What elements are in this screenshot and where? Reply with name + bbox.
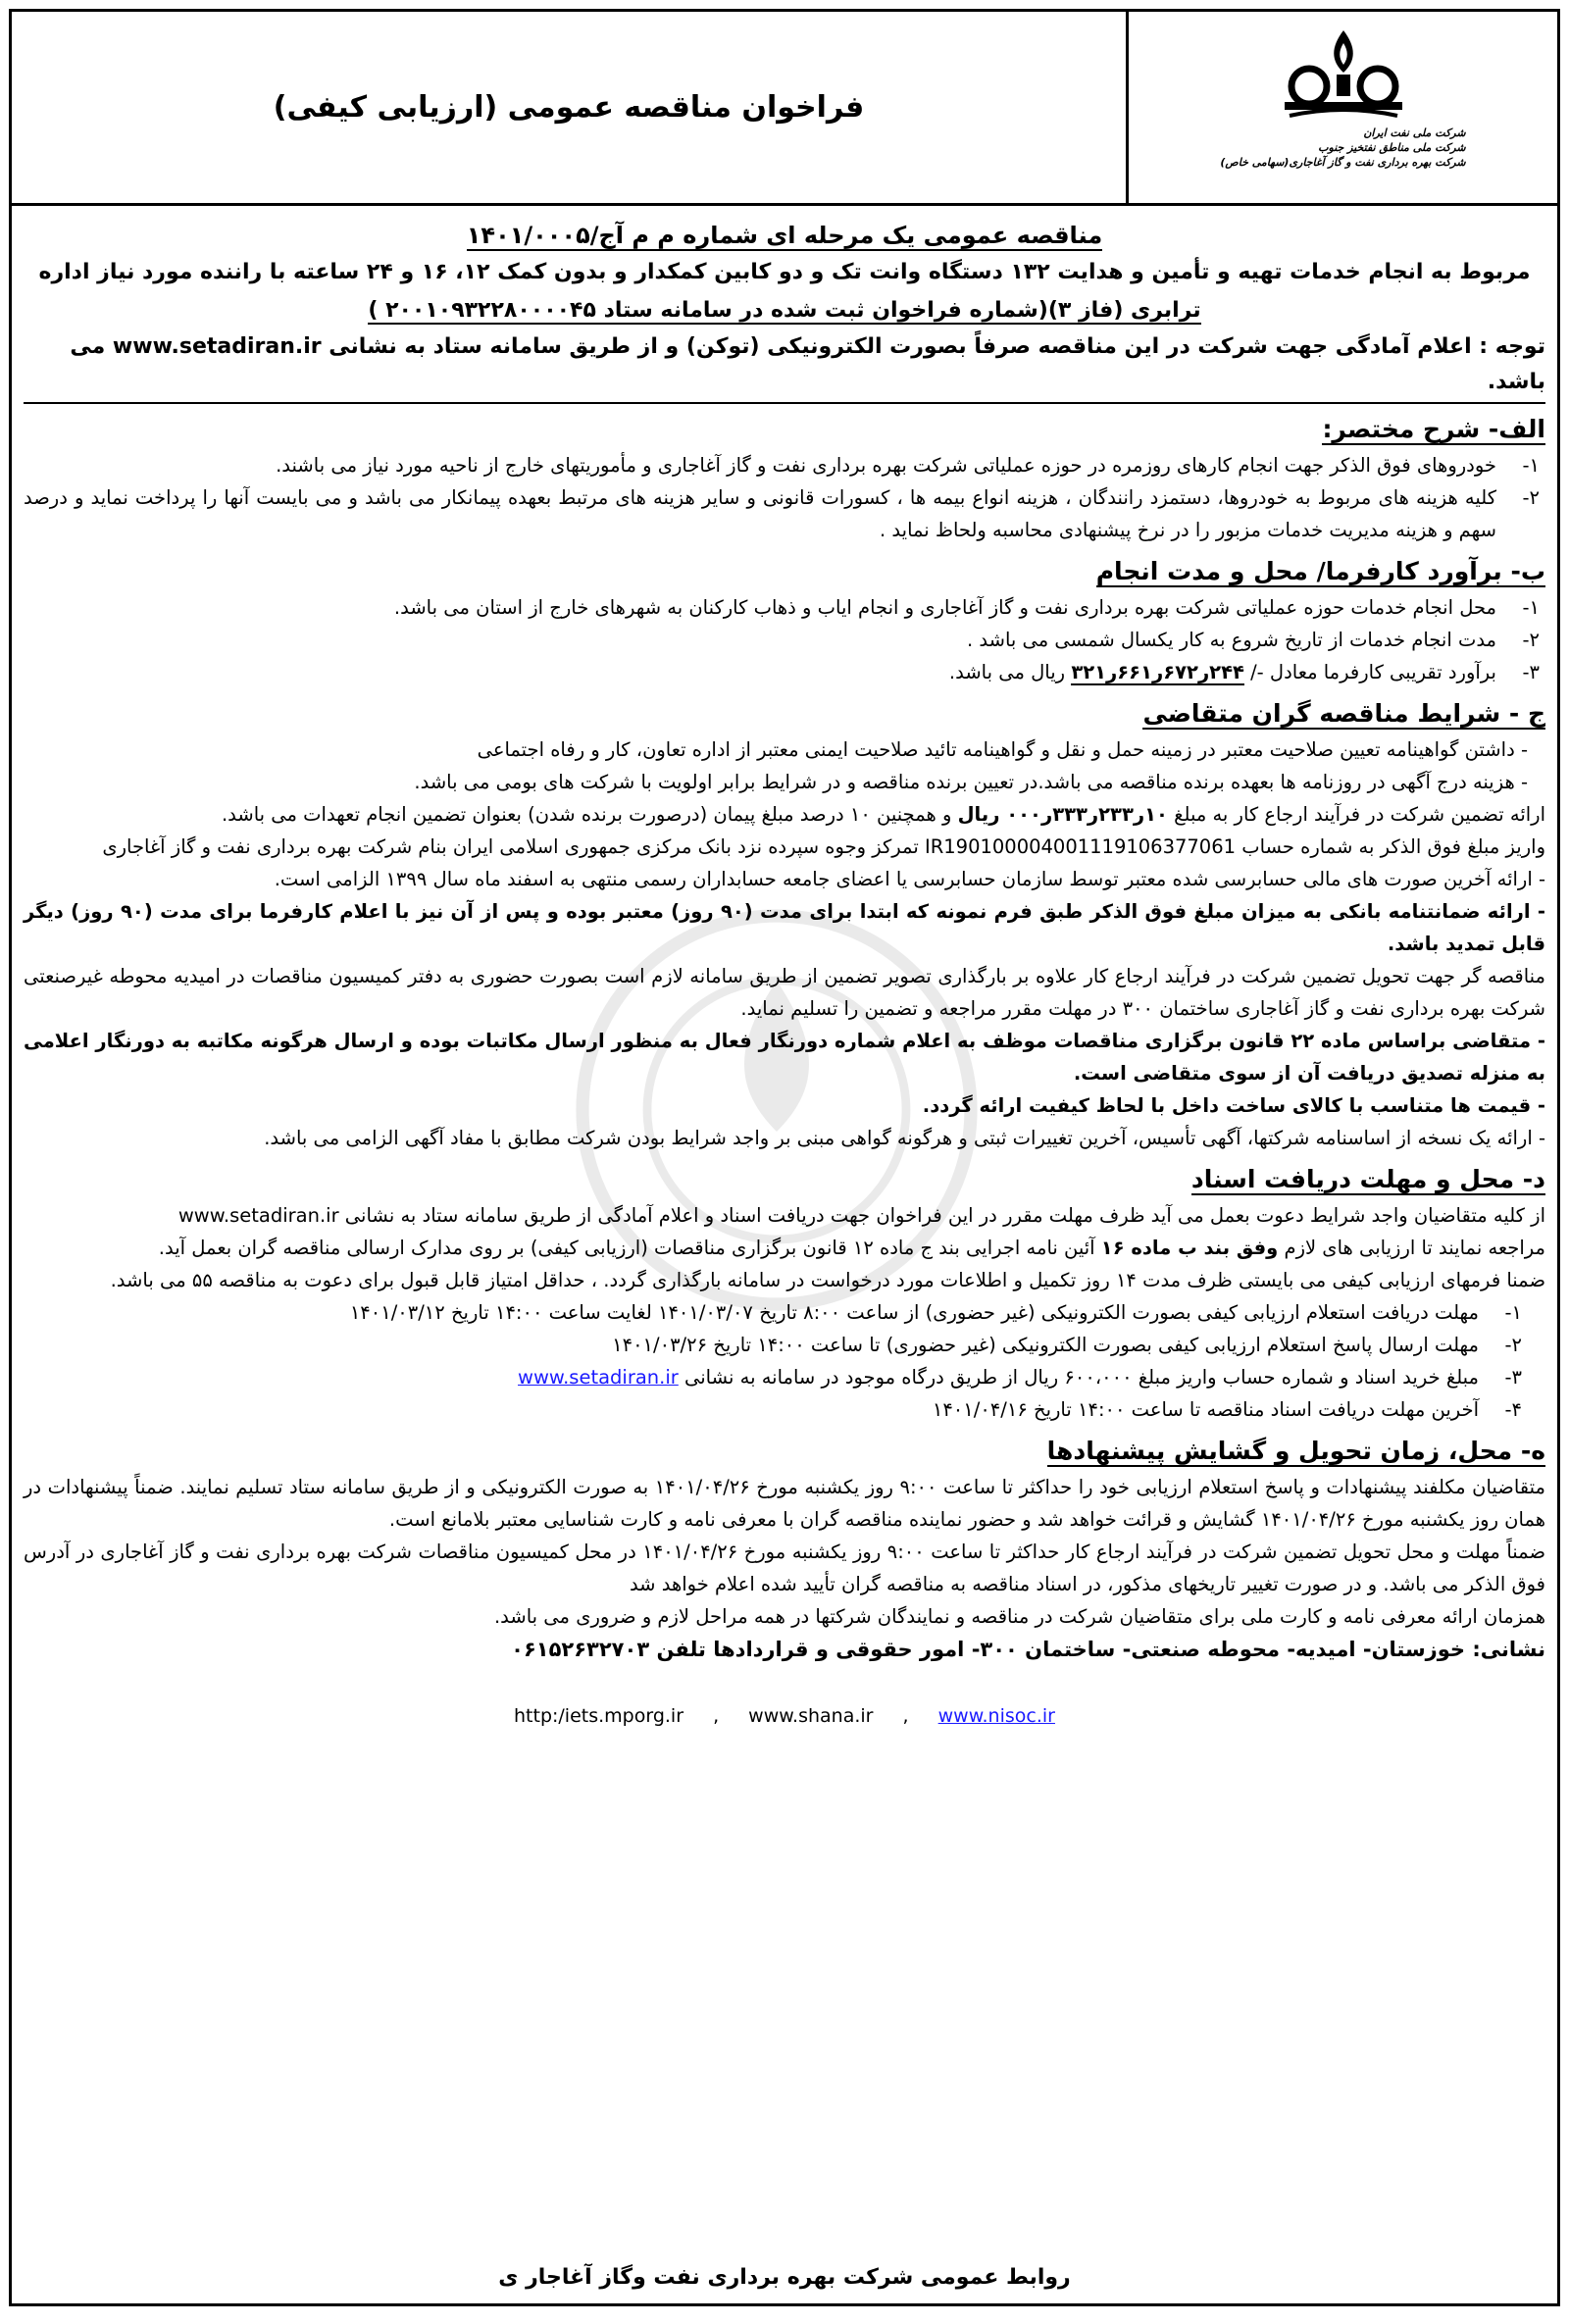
address: نشانی: خوزستان- امیدیه- محوطه صنعتی- ساختمان ۳۰۰- امور حقوقی و قراردادها تلفن ۰۶۱۵۲۶۳۲۷۰۳: [511, 1638, 1545, 1661]
website-link[interactable]: www.nisoc.ir: [937, 1705, 1055, 1727]
section-b-title: ب- برآورد کارفرما/ محل و مدت انجام: [1095, 557, 1545, 585]
nioc-logo-icon: [1270, 25, 1417, 124]
logo-block: [1126, 12, 1557, 203]
separator: ,: [713, 1705, 720, 1727]
guarantee-amount: ۱۰ر۲۳۳ر۳۳۳ر۰۰۰ ریال: [957, 803, 1168, 826]
subject-line-1: مربوط به انجام خدمات تهیه و تأمین و هدایت ۱۳۲ دستگاه وانت تک و دو کابین کمکدار و بدون کمک ۱۲، ۱۶ و ۲۴ ساعته با راننده مورد نیاز اداره: [38, 260, 1531, 284]
condition-text: - ارائه آخرین صورت های مالی حسابرسی شده معتبر توسط سازمان حسابرسی یا اعضای جامعه حسابداران رسمی منتهی به اسفند ماه سال ۱۳۹۹ الزامی است.: [274, 868, 1545, 890]
list-item: [24, 1393, 1545, 1426]
list-item: [24, 624, 1545, 656]
item-text: مدت انجام خدمات از تاریخ شروع به کار یکسال شمسی می باشد .: [966, 629, 1496, 651]
condition-text: مناقصه گر جهت تحویل تضمین شرکت در فرآیند ارجاع کار علاوه بر بارگذاری تصویر تضمین از طریق سامانه لازم است بصورت حضوری به دفتر کمیسیون مناقصات در امیدیه محوطه غیرصنعتی شرکت بهره برداری نفت و گاز آغاجاری ساختمان ۳۰۰ در مهلت مقرر مراجعه و تضمین را تسلیم نماید.: [24, 965, 1545, 1020]
condition-text: - ارائه یک نسخه از اساسنامه شرکتها، آگهی تأسیس، آخرین تغییرات ثبتی و هرگونه گواهی مبنی بر واجد شرایط بودن شرکت مطابق با مفاد آگهی الزامی می باشد.: [264, 1127, 1545, 1149]
document-title: فراخوان مناقصه عمومی (ارزیابی کیفی): [273, 90, 865, 125]
item-text: کلیه هزینه های مربوط به خودروها، دستمزد رانندگان ، هزینه انواع بیمه ها ، کسورات قانونی و سایر هزینه های مرتبط بعهده پیمانکار می باشد و می بایست آنها را پرداخت نماید و درصد سهم و هزینه مدیریت خدمات مزبور را در نرخ پیشنهادی محاسبه ولحاظ نماید .: [24, 486, 1496, 541]
list-item: [24, 591, 1545, 624]
account-text: واریز مبلغ فوق الذکر به شماره حساب IR190100004001119106377061 تمرکز وجوه سپرده نزد بانک مرکزی جمهوری اسلامی ایران بنام شرکت بهره برداری نفت و گاز آغاجاری: [102, 835, 1545, 858]
advertisement-page: [9, 9, 1560, 2306]
item-text: محل انجام خدمات حوزه عملیاتی شرکت بهره برداری نفت و گاز آغاجاری و انجام ایاب و ذهاب کارکنان به شهرهای خارج از استان می باشد.: [393, 596, 1496, 619]
content: [12, 206, 1557, 1727]
header: [12, 12, 1557, 206]
list-item: [24, 1296, 1545, 1329]
submission-text: ضمناً مهلت و محل تحویل تضمین شرکت در فرآیند ارجاع کار حداکثر تا ساعت ۹:۰۰ روز یکشنبه مورخ ۱۴۰۱/۰۴/۲۶ در محل کمیسیون مناقصات شرکت بهره برداری نفت و گاز آغاجاری در آدرس فوق الذکر می باشد. و در صورت تغییر تاریخهای مذکور، در اسناد مناقصه به مناقصه گران تأیید شده اعلام خواهد شد: [24, 1541, 1546, 1595]
logo-line: شرکت ملی مناطق نفتخیز جنوب: [1318, 141, 1466, 154]
invitation-text: مراجعه نمایند تا ارزیابی های لازم وفق بند ب ماده ۱۶ آئین نامه اجرایی بند ج ماده ۱۲ قانون برگزاری مناقصات (ارزیابی کیفی) بر روی مدارک ارسالی مناقصه گران بعمل آید.: [158, 1237, 1545, 1259]
section-d-title: د- محل و مهلت دریافت اسناد: [1190, 1165, 1545, 1193]
item-text: مهلت دریافت استعلام ارزیابی کیفی بصورت الکترونیکی (غیر حضوری) از ساعت ۸:۰۰ تاریخ ۱۴۰۱/۰۳/۰۷ لغایت ساعت ۱۴:۰۰ تاریخ ۱۴۰۱/۰۳/۱۲: [349, 1301, 1479, 1324]
guarantee-text: ارائه تضمین شرکت در فرآیند ارجاع کار به مبلغ ۱۰ر۲۳۳ر۳۳۳ر۰۰۰ ریال و همچنین ۱۰ درصد مبلغ پیمان (درصورت برنده شدن) بعنوان تضمین انجام تعهدات می باشد.: [221, 803, 1545, 826]
item-number: ۲-: [1504, 1334, 1522, 1356]
condition-text: - هزینه درج آگهی در روزنامه ها بعهده برنده مناقصه می باشد.در تعیین برنده مناقصه و در شرایط برابر اولویت با شرکت های بومی می باشد.: [414, 771, 1528, 793]
item-text: خودروهای فوق الذکر جهت انجام کارهای روزمره در حوزه عملیاتی شرکت بهره برداری نفت و گاز آغاجاری و مأموریتهای خارج از ناحیه مورد نیاز می باشند.: [276, 454, 1496, 477]
item-text: [24, 656, 1496, 688]
submission-text: همزمان ارائه معرفی نامه و کارت ملی برای متقاضیان شرکت در مناقصه و نمایندگان شرکتها در همه مراحل لازم و ضروری می باشد.: [493, 1605, 1545, 1628]
separator: ,: [902, 1705, 909, 1727]
item-number: ۲-: [1522, 486, 1540, 509]
section-a-title: الف- شرح مختصر:: [1322, 415, 1545, 443]
tender-number: مناقصه عمومی یک مرحله ای شماره م م آج/۱۴۰۱/۰۰۰۵: [466, 222, 1103, 249]
footer-signature: روابط عمومی شرکت بهره برداری نفت وگاز آغاجار ی: [498, 2265, 1071, 2290]
item-number: ۲-: [1522, 629, 1540, 651]
website-links: [24, 1705, 1545, 1727]
item-text: آخرین مهلت دریافت اسناد مناقصه تا ساعت ۱۴:۰۰ تاریخ ۱۴۰۱/۰۴/۱۶: [932, 1398, 1479, 1421]
notice: توجه : اعلام آمادگی جهت شرکت در این مناقصه صرفاً بصورت الکترونیکی (توکن) و از طریق سامانه ستاد به نشانی www.setadiran.ir می باشد.: [24, 329, 1545, 404]
setadiran-link[interactable]: www.setadiran.ir: [518, 1366, 679, 1389]
website-link[interactable]: http:/iets.mporg.ir: [514, 1705, 684, 1727]
list-item: [24, 449, 1545, 481]
item-number: ۱-: [1522, 596, 1540, 619]
logo-line: شرکت بهره برداری نفت و گاز آغاجاری(سهامی خاص): [1220, 156, 1466, 169]
list-item: [24, 481, 1545, 546]
submission-text: متقاضیان مکلفند پیشنهادات و پاسخ استعلام ارزیابی خود را حداکثر تا ساعت ۹:۰۰ روز یکشنبه مورخ ۱۴۰۱/۰۴/۲۶ به صورت الکترونیکی و از طریق سامانه ستاد تسلیم نمایند. ضمناً پیشنهادات در همان روز یکشنبه مورخ ۱۴۰۱/۰۴/۲۶ گشایش و قرائت خواهد شد و حضور نماینده مناقصه گران با معرفی نامه و کارت شناسایی معتبر بلامانع است.: [24, 1476, 1545, 1531]
item-number: ۴-: [1504, 1398, 1522, 1421]
condition-text: - قیمت ها متناسب با کالای ساخت داخل با لحاظ کیفیت ارائه گردد.: [922, 1094, 1545, 1117]
section-e-title: ه- محل، زمان تحویل و گشایش پیشنهادها: [1046, 1437, 1545, 1465]
condition-text: - متقاضی براساس ماده ۲۲ قانون برگزاری مناقصات موظف به اعلام شماره دورنگار فعال به منظور ارسال مکاتبات بوده و ارسال هرگونه مکاتبه به دورنگار اعلامی به منزله تصدیق دریافت آن از سوی متقاضی است.: [24, 1030, 1545, 1085]
subject-line-2: ترابری (فاز ۳)(شماره فراخوان ثبت شده در سامانه ستاد ۲۰۰۱۰۹۳۲۲۸۰۰۰۰۴۵ ): [368, 298, 1201, 323]
logo-line: شرکت ملی نفت ایران: [1363, 126, 1466, 139]
item-number: ۱-: [1504, 1301, 1522, 1324]
item-text: مهلت ارسال پاسخ استعلام ارزیابی کیفی بصورت الکترونیکی (غیر حضوری) تا ساعت ۱۴:۰۰ تاریخ ۱۴۰۱/۰۳/۲۶: [612, 1334, 1479, 1356]
list-item: [24, 656, 1545, 688]
estimate-unit: ریال می باشد.: [948, 661, 1066, 683]
logo-text: [1220, 126, 1465, 170]
website-link[interactable]: www.shana.ir: [748, 1705, 874, 1727]
list-item: [24, 1361, 1545, 1393]
estimate-amount: ۲۴۴ر۶۷۲ر۶۶۱ر۳۲۱: [1071, 661, 1244, 683]
condition-text: - ارائه ضمانتنامه بانکی به میزان مبلغ فوق الذکر طبق فرم نمونه که ابتدا برای مدت (۹۰ روز) معتبر بوده و پس از آن نیز با اعلام کارفرما برای مدت (۹۰ روز) دیگر قابل تمدید باشد.: [24, 900, 1545, 955]
section-c-title: ج - شرایط مناقصه گران متقاضی: [1142, 699, 1545, 728]
list-item: [24, 1329, 1545, 1361]
item-number: ۳-: [1504, 1366, 1522, 1389]
item-number: ۳-: [1522, 661, 1540, 683]
estimate-label: برآورد تقریبی کارفرما معادل -/: [1250, 661, 1496, 683]
condition-text: - داشتن گواهینامه تعیین صلاحیت معتبر در زمینه حمل و نقل و گواهینامه تائید صلاحیت ایمنی معتبر از اداره تعاون، کار و رفاه اجتماعی: [477, 738, 1528, 761]
item-number: ۱-: [1522, 454, 1540, 477]
account-number: IR190100004001119106377061: [924, 835, 1237, 858]
item-text: مبلغ خرید اسناد و شماره حساب واریز مبلغ ۶۰۰،۰۰۰ ریال از طریق درگاه موجود در سامانه به نشانی www.setadiran.ir: [518, 1366, 1479, 1389]
invitation-text: از کلیه متقاضیان واجد شرایط دعوت بعمل می آید ظرف مهلت مقرر در این فراخوان جهت دریافت اسناد و اعلام آمادگی از طریق سامانه ستاد به نشانی www.setadiran.ir: [177, 1204, 1545, 1227]
invitation-text: ضمنا فرمهای ارزیابی کیفی می بایستی ظرف مدت ۱۴ روز تکمیل و اطلاعات مورد درخواست در سامانه بارگذاری گردد. ، حداقل امتیاز قابل قبول برای دعوت به مناقصه ۵۵ می باشد.: [110, 1269, 1545, 1291]
